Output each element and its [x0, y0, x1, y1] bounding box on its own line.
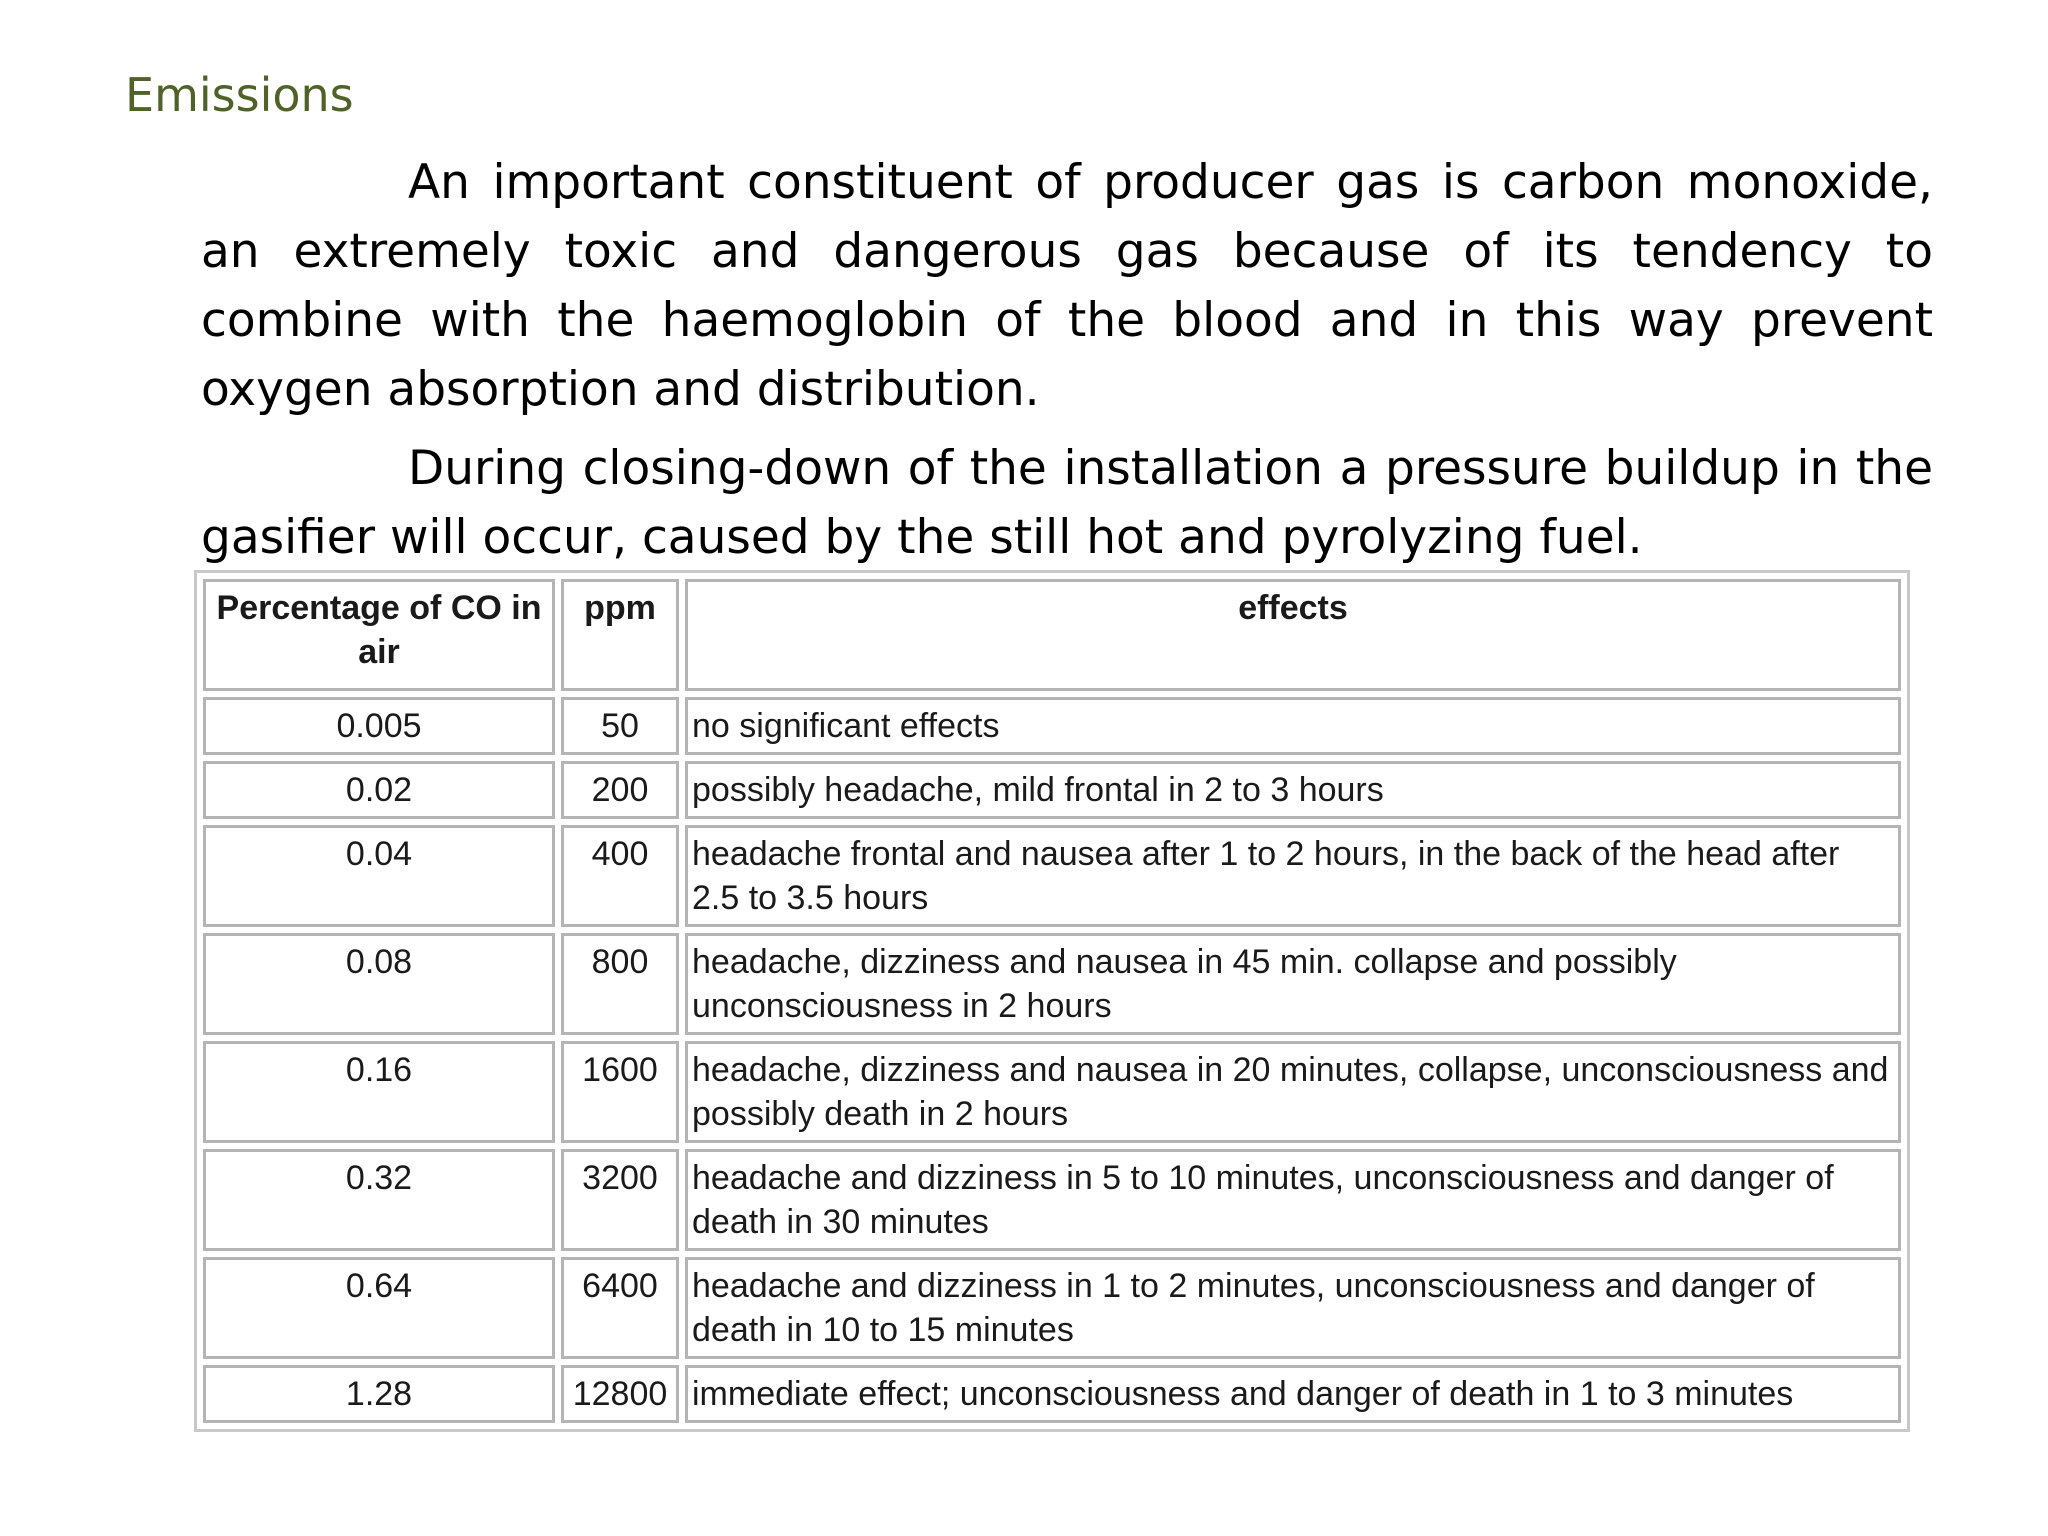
- table-row: [203, 1149, 1901, 1251]
- cell-ppm: 3200: [561, 1149, 679, 1251]
- header-percentage: Percentage of CO in air: [203, 579, 555, 691]
- header-ppm: ppm: [561, 579, 679, 691]
- co-effects-table-image: [194, 570, 1910, 1413]
- cell-ppm: 50: [561, 697, 679, 755]
- cell-effects: headache frontal and nausea after 1 to 2 hours, in the back of the head after 2.5 to 3.5 hours: [685, 825, 1901, 927]
- cell-effects: no significant effects: [685, 697, 1901, 755]
- cell-ppm: 12800: [561, 1365, 679, 1423]
- table-row: [203, 697, 1901, 755]
- table-row: [203, 825, 1901, 927]
- paragraph-co-toxicity: An important constituent of producer gas is carbon monoxide, an extremely toxic and dangerous gas because of its tendency to combine with the haemoglobin of the blood and in this way prevent oxygen absorption and distribution.: [201, 155, 1933, 417]
- body-text: [201, 148, 1933, 582]
- cell-percentage: 0.04: [203, 825, 555, 927]
- table-row: [203, 933, 1901, 1035]
- cell-effects: headache and dizziness in 5 to 10 minutes, unconsciousness and danger of death in 30 minutes: [685, 1149, 1901, 1251]
- table-row: [203, 1365, 1901, 1423]
- cell-ppm: 200: [561, 761, 679, 819]
- cell-ppm: 400: [561, 825, 679, 927]
- cell-ppm: 800: [561, 933, 679, 1035]
- cell-percentage: 0.02: [203, 761, 555, 819]
- cell-ppm: 6400: [561, 1257, 679, 1359]
- table-row: [203, 1041, 1901, 1143]
- cell-effects: headache, dizziness and nausea in 20 minutes, collapse, unconsciousness and possibly death in 2 hours: [685, 1041, 1901, 1143]
- cell-percentage: 0.005: [203, 697, 555, 755]
- co-effects-table: [194, 570, 1910, 1432]
- cell-percentage: 0.64: [203, 1257, 555, 1359]
- cell-effects: possibly headache, mild frontal in 2 to 3 hours: [685, 761, 1901, 819]
- cell-ppm: 1600: [561, 1041, 679, 1143]
- cell-effects: headache and dizziness in 1 to 2 minutes, unconsciousness and danger of death in 10 to 15 minutes: [685, 1257, 1901, 1359]
- cell-effects: immediate effect; unconsciousness and danger of death in 1 to 3 minutes: [685, 1365, 1901, 1423]
- cell-effects: headache, dizziness and nausea in 45 min. collapse and possibly unconsciousness in 2 hours: [685, 933, 1901, 1035]
- slide-title: Emissions: [125, 68, 354, 122]
- table-body: [203, 697, 1901, 1423]
- table-row: [203, 1257, 1901, 1359]
- table-row: [203, 761, 1901, 819]
- table-header-row: [203, 579, 1901, 691]
- cell-percentage: 0.32: [203, 1149, 555, 1251]
- cell-percentage: 0.08: [203, 933, 555, 1035]
- cell-percentage: 0.16: [203, 1041, 555, 1143]
- header-effects: effects: [685, 579, 1901, 691]
- cell-percentage: 1.28: [203, 1365, 555, 1423]
- paragraph-pressure-buildup: During closing-down of the installation a pressure buildup in the gasifier will occur, caused by the still hot and pyrolyzing fuel.: [201, 441, 1933, 565]
